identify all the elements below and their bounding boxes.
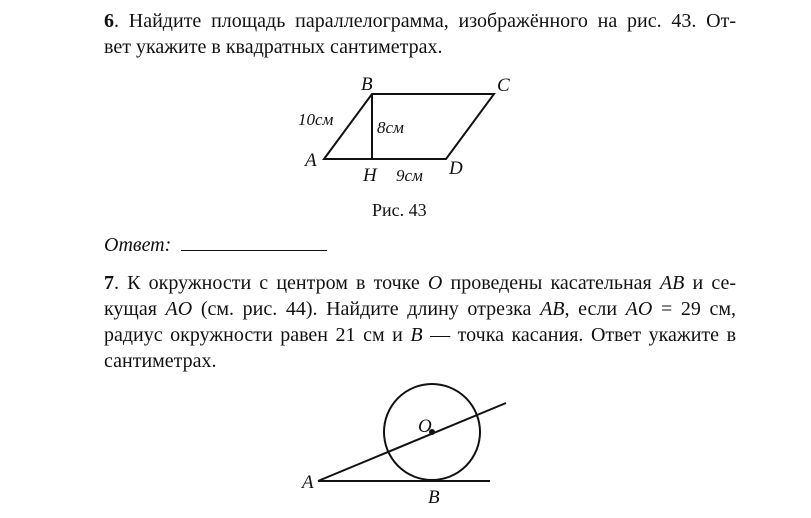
problem-6-line-2: вет укажите в квадратных сантиметрах. (104, 36, 443, 58)
point-label-a: A (302, 472, 314, 493)
problem-7-number: 7 (104, 272, 114, 294)
point-label-b: B (428, 487, 440, 508)
vertex-label-d: D (449, 158, 463, 179)
secant-ao (318, 403, 506, 481)
segment-hd-length: 9см (396, 166, 423, 185)
problem-7-text (104, 270, 736, 374)
problem-7-line-1: 7. К окружности с центром в точке O проведены касательная AB и се- (104, 272, 736, 294)
vertex-label-a: A (305, 150, 317, 171)
height-bh-length: 8см (377, 118, 404, 137)
answer-row (104, 234, 327, 257)
vertex-label-c: C (497, 75, 510, 96)
figure-43-caption: Рис. 43 (372, 200, 427, 220)
point-label-h: H (363, 165, 377, 186)
problem-7-line-4: сантиметрах. (104, 350, 217, 372)
parallelogram-abcd (324, 94, 494, 159)
side-ab-length: 10см (298, 110, 334, 129)
answer-blank-line (181, 234, 327, 251)
answer-label: Ответ: (104, 234, 172, 256)
vertex-label-b: B (361, 74, 373, 95)
problem-6-line-1: 6. Найдите площадь параллелограмма, изображённого на рис. 43. От- (104, 10, 736, 32)
problem-6-number: 6 (104, 10, 114, 32)
problem-7-line-2: кущая AO (см. рис. 44). Найдите длину отрезка AB, если AO = 29 см, (104, 298, 736, 320)
point-label-o: O (418, 416, 432, 437)
problem-7-line-3: радиус окружности равен 21 см и B — точка касания. Ответ укажите в (104, 324, 737, 346)
